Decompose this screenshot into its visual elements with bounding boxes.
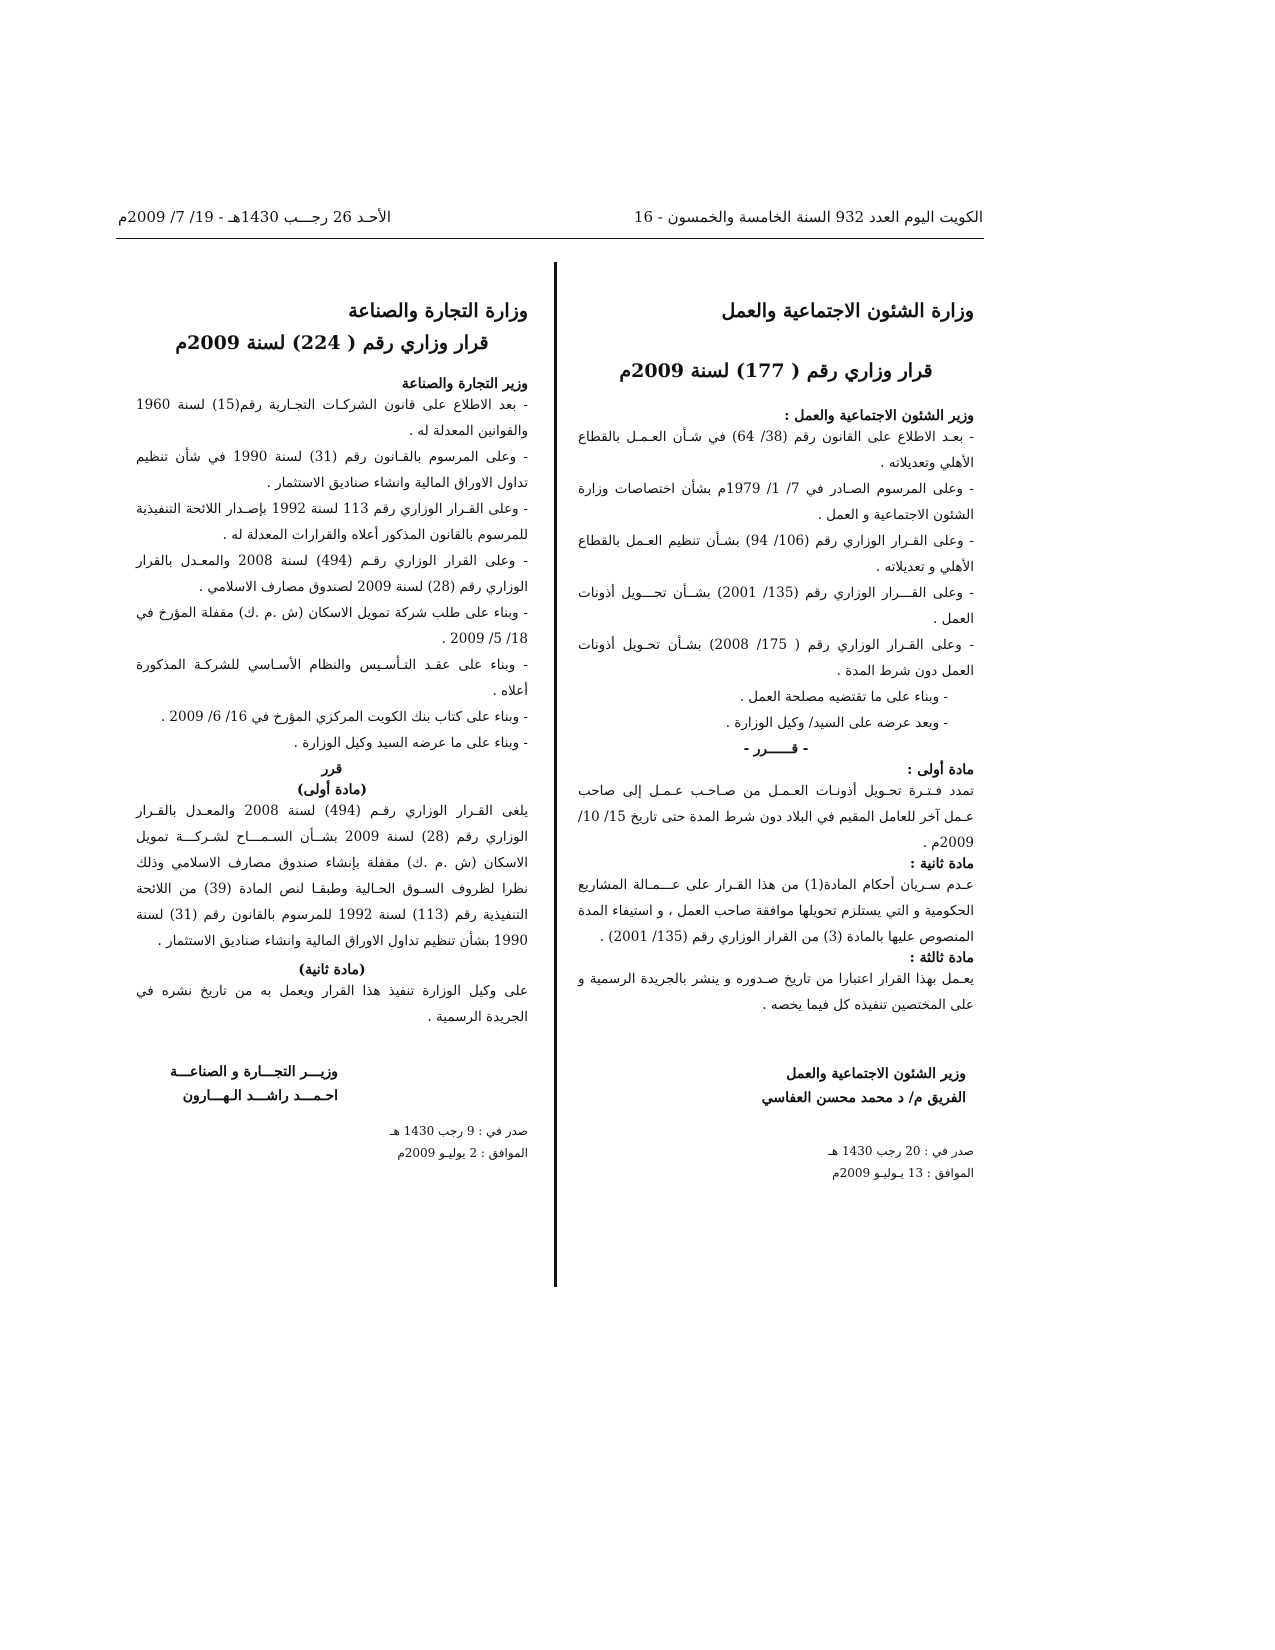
article-1-text: يلغى القـرار الوزاري رقـم (494) لسنة 2008 والمعـدل بالقـرار الوزاري رقم (28) لسنة 2009 بشــأن السـمـــاح لشـركـــة تمويل الاسكان (ش .م .ك) مقفلة بإنشاء صندوق مصارف الاسلامي وذلك نظرا لظروف السـوق الحـالية وطبقـا لنص المادة (39) من اللائحة التنفيذية رقم (113) لسنة 1992 للمرسوم بالقانون رقم (31) لسنة 1990 بشأن تنظيم تداول الاوراق المالية وانشاء صناديق الاستثمار .: [136, 803, 528, 949]
preamble-item: - وبعد عرضه على السيد/ وكيل الوزارة .: [725, 715, 948, 731]
article-1-heading: (مادة أولى): [296, 782, 368, 798]
minister-line: وزير الشئون الاجتماعية والعمل :: [784, 408, 974, 424]
preamble-item: - وعلى القـرار الوزاري رقم ( 175/ 2008) بشـأن تحـويل أذونات العمل دون شرط المدة .: [578, 637, 975, 679]
preamble-item: - وعلى القـــرار الوزاري رقم (135/ 2001) بشــأن تحـــويل أذونات العمل .: [578, 585, 974, 627]
article-1-heading: مادة أولى :: [907, 762, 974, 778]
preamble-item: - بعـد الاطلاع على القانون رقم (38/ 64) في شـأن العـمـل بالقطاع الأهلي وتعديلاته .: [578, 429, 974, 471]
decided-heading: قرر: [321, 761, 343, 777]
page-header-issue: الكويت اليوم العدد 932 السنة الخامسة والخمسون - 16: [633, 208, 983, 226]
article-1-text: تمدد فـتـرة تحـويل أذونـات العـمـل من صـاحـب عـمـل إلى صاحب عـمل آخر للعامل المقيم في البلاد دون شرط المدة حتى تاريخ 15/ 10/ 2009م .: [578, 783, 974, 851]
ministry-title: وزارة التجارة والصناعة: [348, 300, 528, 322]
preamble-item: - وعلى المرسوم بالقـانون رقم (31) لسنة 1990 في شأن تنظيم تداول الاوراق المالية وانشاء صناديق الاستثمار .: [136, 449, 528, 491]
decree-224-column: [136, 290, 528, 1164]
preamble-item: - وبناء على ما تقتضيه مصلحة العمل .: [739, 689, 948, 705]
signature-title: وزيـــر التجـــارة و الصناعـــة: [170, 1064, 338, 1080]
article-2-heading: مادة ثانية :: [909, 856, 974, 872]
preamble-item: - وعلى المرسوم الصـادر في 7/ 1/ 1979م بشأن اختصاصات وزارة الشئون الاجتماعية و العمل .: [578, 481, 974, 523]
ministry-title: وزارة الشئون الاجتماعية والعمل: [721, 300, 974, 322]
decided-heading: - قــــــرر -: [743, 741, 809, 757]
preamble-item: - وبناء على ما عرضه السيد وكيل الوزارة .: [293, 735, 528, 751]
article-2-heading: (مادة ثانية): [298, 962, 366, 978]
preamble-item: - بعد الاطلاع على قانون الشركـات التجـارية رقم(15) لسنة 1960 والقوانين المعدلة له .: [136, 397, 528, 439]
preamble-item: - وعلى القـرار الوزاري رقم (106/ 94) بشـأن تنظيم العـمل بالقطاع الأهلي و تعديلاته .: [578, 533, 974, 575]
article-2-text: على وكيل الوزارة تنفيذ هذا القرار ويعمل به من تاريخ نشره في الجريدة الرسمية .: [136, 983, 528, 1025]
article-3-heading: مادة ثالثة :: [909, 950, 974, 966]
article-2-text: عـدم سـريان أحكام المادة(1) من هذا القـرار على عـــمـالة المشاريع الحكومية و التي يستلزم تحويلها موافقة صاحب العمل ، و استيفاء المدة المنصوص عليها بالمادة (3) من القرار الوزاري رقم (135/ 2001) .: [578, 877, 974, 945]
preamble-item: - وبناء على عقـد التـأسـيس والنظام الأسـاسي للشركـة المذكورة أعلاه .: [136, 657, 528, 699]
decree-177-column: [578, 290, 974, 1184]
decree-title: قرار وزاري رقم ( 224) لسنة 2009م: [175, 332, 489, 354]
page-header-date: الأحـد 26 رجـــب 1430هـ - 19/ 7/ 2009م: [118, 208, 391, 226]
corresponding-date: الموافق : 2 يوليـو 2009م: [397, 1146, 528, 1160]
preamble-item: - وبناء على كتاب بنك الكويت المركزي المؤرخ في 16/ 6/ 2009 .: [160, 709, 528, 725]
signature-title: وزير الشئون الاجتماعية والعمل: [786, 1066, 966, 1082]
signature-name: الفريق م/ د محمد محسن العفاسي: [761, 1090, 966, 1106]
issued-date: صدر في : 20 رجب 1430 هـ: [828, 1144, 974, 1158]
issued-date: صدر في : 9 رجب 1430 هـ: [390, 1124, 528, 1138]
preamble-item: - وعلى القـرار الوزاري رقم 113 لسنة 1992 بإصـدار اللائحة التنفيذية للمرسوم بالقانون المذكور أعلاه والقرارات المعدلة له .: [136, 501, 528, 543]
signature-name: احـمـــد راشـــد الـهـــارون: [182, 1088, 338, 1104]
article-3-text: يعـمل بهذا القرار اعتبارا من تاريخ صـدوره و ينشر بالجريدة الرسمية و على المختصين تنفيذه كل فيما يخصه .: [578, 971, 974, 1013]
decree-title: قرار وزاري رقم ( 177) لسنة 2009م: [619, 360, 933, 382]
corresponding-date: الموافق : 13 يـوليـو 2009م: [832, 1166, 974, 1180]
header-divider: [116, 238, 984, 239]
minister-line: وزير التجارة والصناعة: [401, 376, 528, 392]
column-divider: [554, 262, 557, 1287]
preamble-item: - وعلى القرار الوزاري رقـم (494) لسنة 2008 والمعـدل بالقرار الوزاري رقم (28) لسنة 2009 لصندوق مصارف الاسلامي .: [136, 553, 528, 595]
preamble-item: - وبناء على طلب شركة تمويل الاسكان (ش .م .ك) مقفلة المؤرخ في 18/ 5/ 2009 .: [136, 605, 528, 647]
